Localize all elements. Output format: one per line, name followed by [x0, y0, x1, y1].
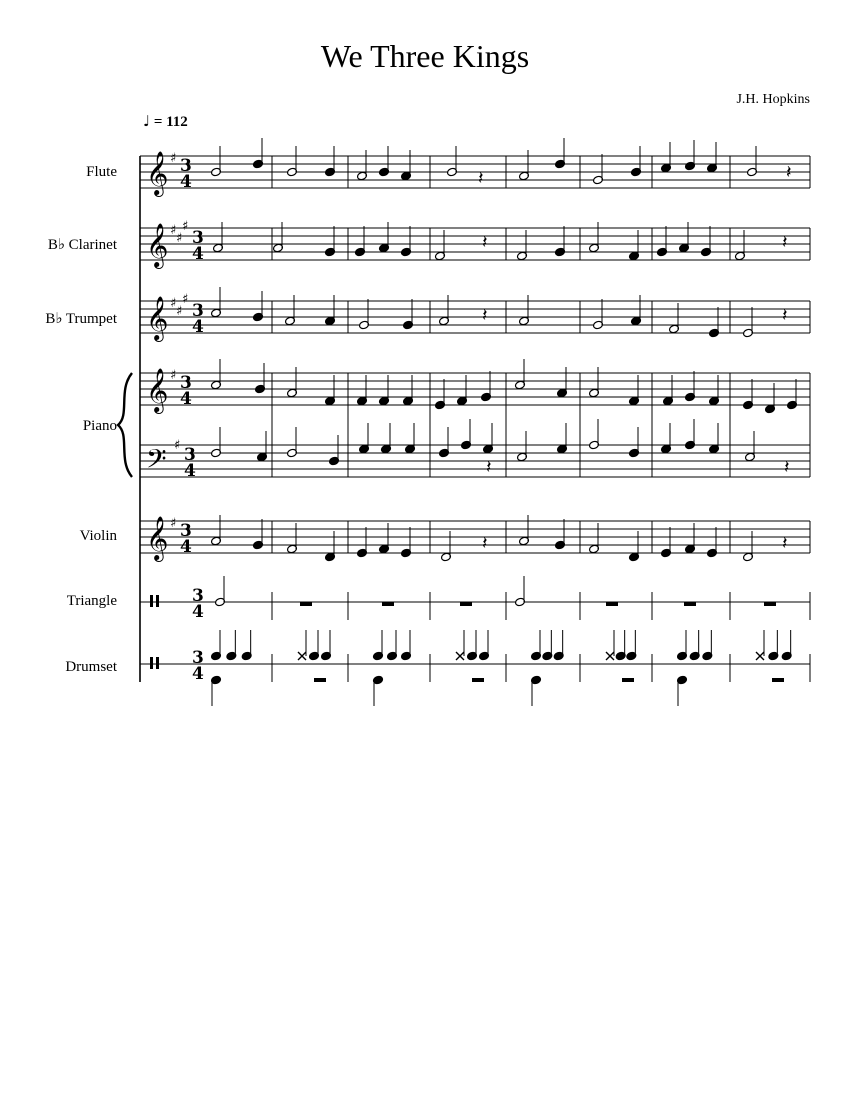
time-signature-bottom: 4 — [192, 317, 204, 337]
treble-clef-icon: 𝄞 — [146, 223, 169, 267]
bass-clef-icon: 𝄢 — [146, 443, 167, 481]
composer: J.H. Hopkins — [736, 92, 810, 107]
time-signature-bottom: 4 — [192, 244, 204, 264]
sharp-icon: ♯ — [174, 438, 181, 453]
quarter-rest-icon: 𝄽 — [482, 533, 488, 554]
quarter-rest-icon: 𝄽 — [782, 305, 788, 326]
treble-clef-icon: 𝄞 — [146, 151, 169, 195]
label-trumpet: B♭ Trumpet — [45, 311, 117, 327]
time-signature-top: 3 — [192, 301, 204, 321]
quarter-note-icon: ♩ — [143, 112, 151, 130]
measure-rest — [314, 678, 326, 682]
percussion-clef-icon — [150, 657, 153, 669]
time-signature-bottom: 4 — [180, 537, 192, 557]
clefs — [118, 151, 204, 684]
time-signature-bottom: 4 — [180, 172, 192, 192]
quarter-rest-icon: 𝄽 — [784, 457, 790, 478]
sharp-icon: ♯ — [170, 223, 177, 238]
percussion-clef-icon — [150, 595, 153, 607]
label-violin: Violin — [79, 528, 117, 544]
notes — [211, 138, 798, 706]
time-signature-bottom: 4 — [180, 389, 192, 409]
quarter-rest-icon: 𝄽 — [782, 533, 788, 554]
measure-rest — [684, 602, 696, 606]
measure-rest — [382, 602, 394, 606]
label-drumset: Drumset — [65, 659, 117, 675]
time-signature-top: 3 — [192, 648, 204, 668]
percussion-clef-icon — [156, 657, 159, 669]
sharp-icon: ♯ — [170, 368, 177, 383]
time-signature-top: 3 — [192, 586, 204, 606]
measure-rest — [460, 602, 472, 606]
label-flute: Flute — [86, 164, 117, 180]
cymbal-note — [606, 652, 614, 660]
measure-rest — [300, 602, 312, 606]
quarter-rest-icon: 𝄽 — [482, 232, 488, 253]
quarter-rest-icon: 𝄽 — [486, 457, 492, 478]
page-title: We Three Kings — [320, 38, 530, 74]
measure-rest — [772, 678, 784, 682]
time-signature-top: 3 — [192, 228, 204, 248]
cymbal-note — [456, 652, 464, 660]
quarter-rest-icon: 𝄽 — [782, 232, 788, 253]
measure-rest — [472, 678, 484, 682]
cymbal-note — [298, 652, 306, 660]
treble-clef-icon: 𝄞 — [146, 296, 169, 340]
label-piano: Piano — [82, 418, 117, 434]
sharp-icon: ♯ — [170, 151, 177, 166]
piano-brace — [118, 373, 132, 477]
percussion-clef-icon — [156, 595, 159, 607]
sharp-icon: ♯ — [176, 231, 183, 246]
cymbal-note — [756, 652, 764, 660]
quarter-rest-icon: 𝄽 — [482, 305, 488, 326]
treble-clef-icon: 𝄞 — [146, 516, 169, 560]
quarter-rest-icon: 𝄽 — [478, 168, 484, 189]
time-signature-top: 3 — [184, 445, 196, 465]
time-signature-bottom: 4 — [192, 602, 204, 622]
measure-rest — [622, 678, 634, 682]
label-triangle: Triangle — [66, 593, 117, 609]
treble-clef-icon: 𝄞 — [146, 368, 169, 412]
sharp-icon: ♯ — [182, 292, 189, 307]
time-signature-top: 3 — [180, 156, 192, 176]
tempo-value: = 112 — [153, 114, 188, 130]
sharp-icon: ♯ — [170, 516, 177, 531]
quarter-rest-icon: 𝄽 — [786, 162, 792, 183]
sharp-icon: ♯ — [182, 219, 189, 234]
time-signature-bottom: 4 — [192, 664, 204, 684]
measure-rest — [764, 602, 776, 606]
sharp-icon: ♯ — [176, 304, 183, 319]
sharp-icon: ♯ — [170, 296, 177, 311]
time-signature-top: 3 — [180, 373, 192, 393]
time-signature-bottom: 4 — [184, 461, 196, 481]
time-signature-top: 3 — [180, 521, 192, 541]
measure-rest — [606, 602, 618, 606]
label-clarinet: B♭ Clarinet — [47, 237, 117, 253]
